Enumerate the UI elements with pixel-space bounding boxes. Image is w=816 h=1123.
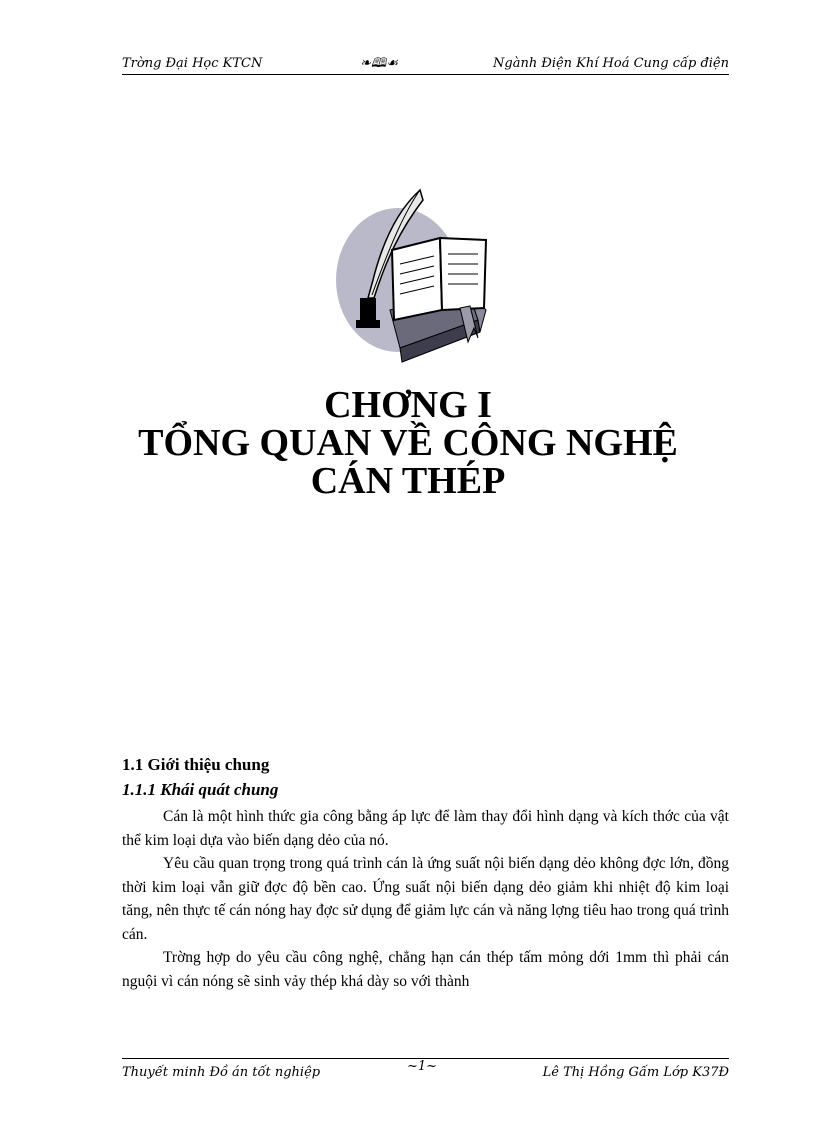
chapter-number: CHƠNG I <box>324 384 492 426</box>
page-footer <box>122 1058 729 1079</box>
section-heading: 1.1 Giới thiệu chung <box>122 755 270 774</box>
footer-author: Lê Thị Hồng Gấm Lớp K37Đ <box>542 1065 729 1080</box>
subsection-heading: 1.1.1 Khái quát chung <box>122 780 279 799</box>
open-book-icon <box>392 238 442 320</box>
chapter-title-line-1: TỔNG QUAN VỀ CÔNG NGHỆ <box>138 422 678 464</box>
header-ornament-icon: ❧🕮☙ <box>360 56 398 71</box>
header-department: Ngành Điện Khí Hoá Cung cấp điện <box>493 56 729 71</box>
footer-document-title: Thuyết minh Đồ án tốt nghiệp <box>122 1065 321 1080</box>
chapter-title-line-2: CÁN THÉP <box>310 460 506 502</box>
paragraph: Yêu cầu quan trọng trong quá trình cán là ứng suất nội biến dạng dẻo không đợc lớn, đồng thời kim loại vẫn giữ đợc độ bền cao. Ứng suất nội biến dạng dẻo giảm khi nhiệt độ kim loại tăng, nên thực tế cán nóng hay đợc sử dụng để giảm lực cán và năng lợng tiêu hao trong quá trình cán. <box>122 855 729 943</box>
page-header <box>122 54 729 75</box>
paragraph: Cán là một hình thức gia công bằng áp lực để làm thay đổi hình dạng và kích thớc của vật thể kim loại dựa vào biến dạng dẻo của nó. <box>122 808 729 849</box>
page-number: ~1~ <box>407 1059 438 1074</box>
body-text <box>122 805 729 993</box>
header-school: Trờng Đại Học KTCN <box>122 56 263 71</box>
paragraph: Trờng hợp do yêu cầu công nghệ, chẳng hạn cán thép tấm mỏng dới 1mm thì phải cán nguội vì cán nóng sẽ sinh vảy thép khá dày so với thành <box>122 949 729 990</box>
book-and-quill-icon <box>328 170 498 370</box>
